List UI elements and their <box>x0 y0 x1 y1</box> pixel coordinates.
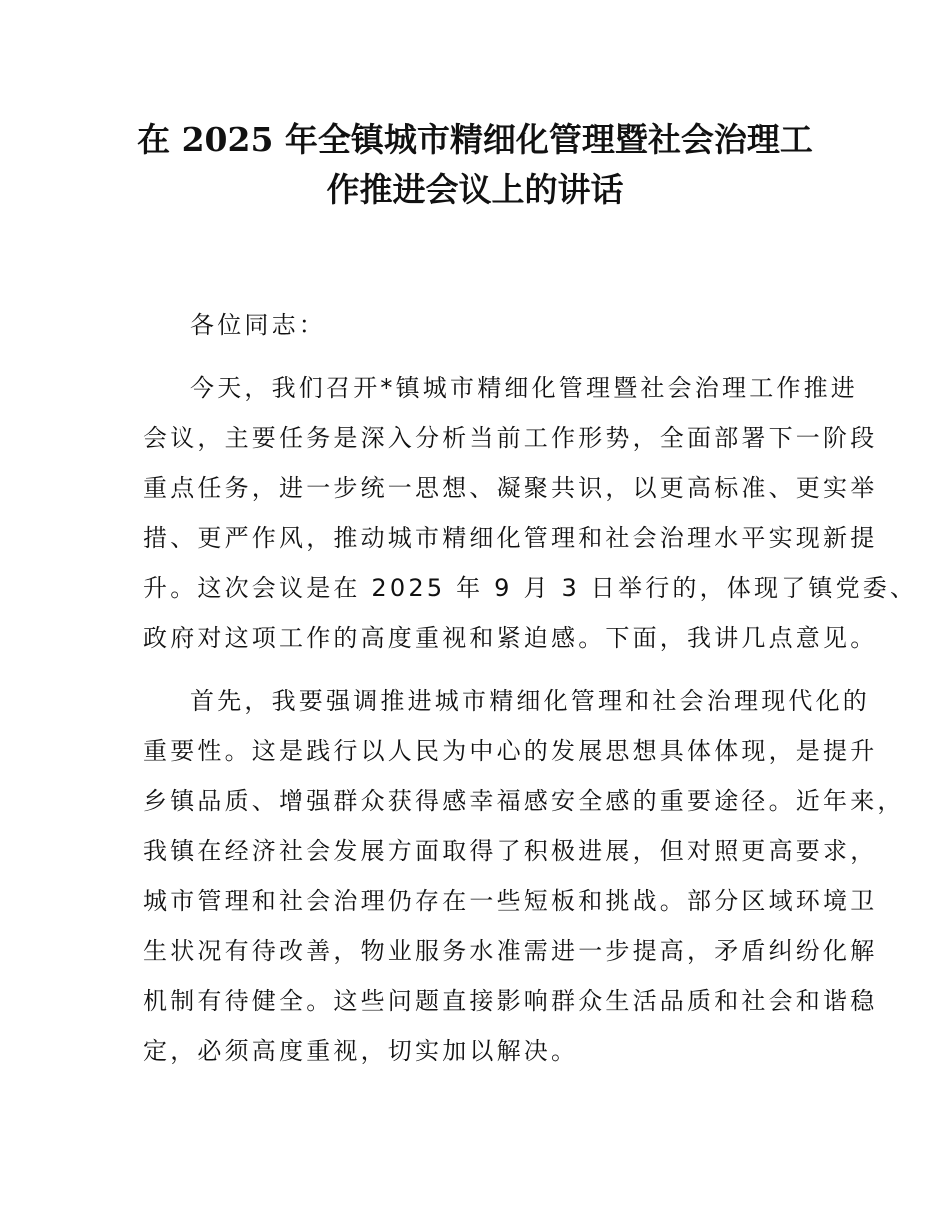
document-title-line-2: 作推进会议上的讲话 <box>326 170 624 209</box>
paragraph-line: 升。这次会议是在 2025 年 9 月 3 日举行的，体现了镇党委、 <box>143 574 918 602</box>
paragraph-line: 机制有待健全。这些问题直接影响群众生活品质和社会和谐稳 <box>143 987 878 1015</box>
document-title-line-1: 在 2025 年全镇城市精细化管理暨社会治理工 <box>137 120 813 159</box>
paragraph-line: 定，必须高度重视，切实加以解决。 <box>143 1037 579 1065</box>
paragraph-line: 政府对这项工作的高度重视和紧迫感。下面，我讲几点意见。 <box>143 624 878 652</box>
paragraph-line: 重要性。这是践行以人民为中心的发展思想具体体现，是提升 <box>143 737 878 765</box>
paragraph-line: 会议，主要任务是深入分析当前工作形势，全面部署下一阶段 <box>143 424 878 452</box>
paragraph-line: 重点任务，进一步统一思想、凝聚共识，以更高标准、更实举 <box>143 474 878 502</box>
paragraph-line: 今天，我们召开*镇城市精细化管理暨社会治理工作推进 <box>190 374 858 402</box>
salutation: 各位同志： <box>190 311 326 339</box>
paragraph-line: 乡镇品质、增强群众获得感幸福感安全感的重要途径。近年来， <box>143 787 905 815</box>
paragraph-line: 城市管理和社会治理仍存在一些短板和挑战。部分区域环境卫 <box>143 887 878 915</box>
paragraph-line: 我镇在经济社会发展方面取得了积极进展，但对照更高要求， <box>143 837 878 865</box>
paragraph-line: 生状况有待改善，物业服务水准需进一步提高，矛盾纠纷化解 <box>143 937 878 965</box>
paragraph-line: 措、更严作风，推动城市精细化管理和社会治理水平实现新提 <box>143 524 878 552</box>
paragraph-line: 首先，我要强调推进城市精细化管理和社会治理现代化的 <box>190 687 870 715</box>
